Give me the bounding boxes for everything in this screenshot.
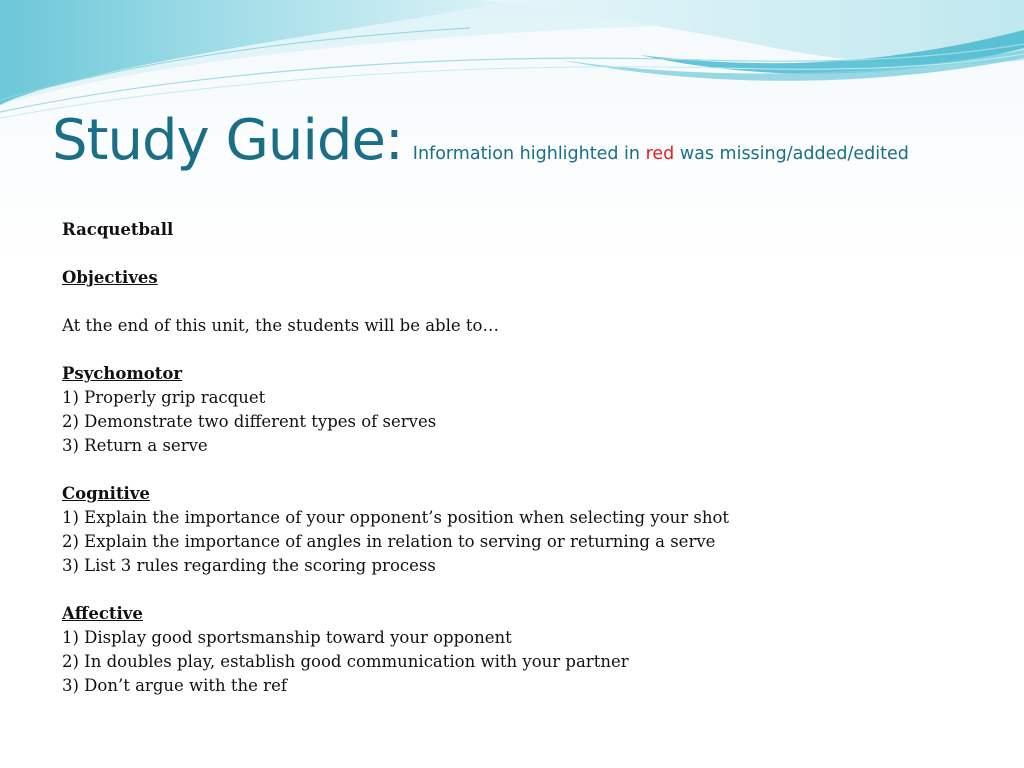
list-item: 3) Don’t argue with the ref xyxy=(62,676,287,695)
list-item: 3) List 3 rules regarding the scoring process xyxy=(62,556,436,575)
title-main: Study Guide: xyxy=(52,108,403,173)
subtitle-before: Information highlighted in xyxy=(412,144,646,164)
list-item: 1) Properly grip racquet xyxy=(62,388,266,407)
title-subtitle xyxy=(413,144,909,164)
intro-text: At the end of this unit, the students will be able to… xyxy=(62,316,499,335)
topic-title: Racquetball xyxy=(62,220,174,239)
subtitle-after: was missing/added/edited xyxy=(674,144,909,164)
list-item: 2) In doubles play, establish good communication with your partner xyxy=(62,652,629,671)
objectives-heading: Objectives xyxy=(62,268,158,287)
list-item: 1) Display good sportsmanship toward your opponent xyxy=(62,628,512,647)
list-item: 3) Return a serve xyxy=(62,436,208,455)
psychomotor-heading: Psychomotor xyxy=(62,364,183,383)
affective-heading: Affective xyxy=(62,604,143,623)
study-guide-body xyxy=(62,218,1002,698)
list-item: 2) Explain the importance of angles in relation to serving or returning a serve xyxy=(62,532,716,551)
list-item: 2) Demonstrate two different types of serves xyxy=(62,412,437,431)
list-item: 1) Explain the importance of your opponent’s position when selecting your shot xyxy=(62,508,730,527)
subtitle-red-word: red xyxy=(645,144,675,164)
cognitive-heading: Cognitive xyxy=(62,484,150,503)
slide-title xyxy=(52,108,1012,173)
